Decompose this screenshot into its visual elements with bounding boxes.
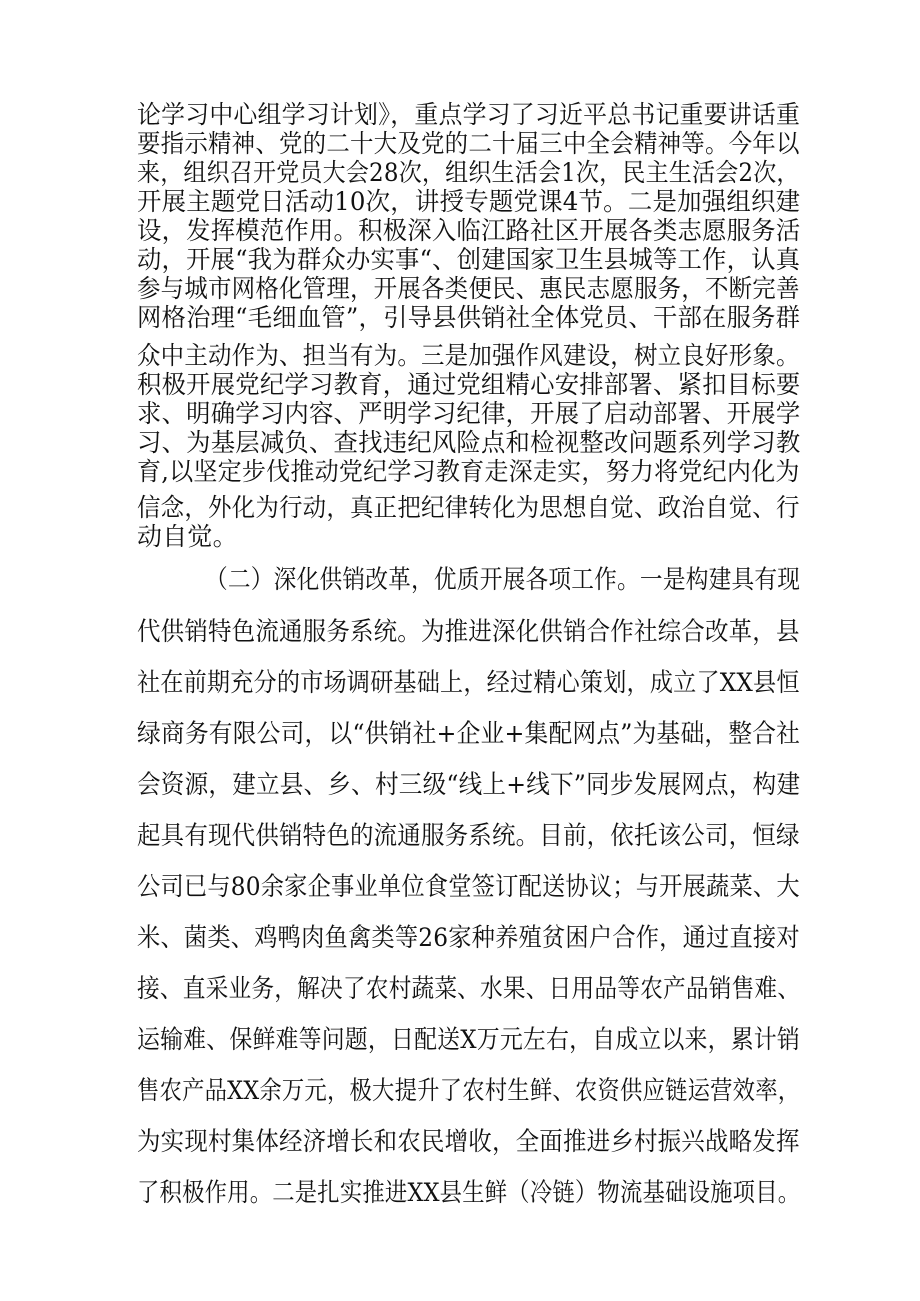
text-line: 接、直采业务，解决了农村蔬菜、水果、日用品等农产品销售难、 [137, 974, 801, 1004]
text-line: 网格治理“毛细血管”，引导县供销社全体党员、干部在服务群 [137, 303, 801, 332]
text-line: 起具有现代供销特色的流通服务系统。目前，依托该公司，恒绿 [137, 821, 800, 851]
text-line: 公司已与80余家企事业单位食堂签订配送协议；与开展蔬菜、大 [137, 872, 800, 902]
text-line: 习、为基层减负、查找违纪风险点和检视整改问题系列学习教 [137, 428, 801, 457]
text-line: 要指示精神、党的二十大及党的二十届三中全会精神等。今年以 [137, 129, 800, 158]
text-line: （二）深化供销改革，优质开展各项工作。一是构建具有现 [205, 565, 801, 595]
text-line: 为实现村集体经济增长和农民增收，全面推进乡村振兴战略发挥 [137, 1127, 800, 1157]
text-line: 积极开展党纪学习教育，通过党组精心安排部署、紧扣目标要 [137, 370, 801, 399]
text-line: 代供销特色流通服务系统。为推进深化供销合作社综合改革，县 [137, 617, 800, 647]
text-line: 米、菌类、鸡鸭肉鱼禽类等26家种养殖贫困户合作，通过直接对 [137, 923, 800, 953]
text-line: 会资源，建立县、乡、村三级“线上+线下”同步发展网点，构建 [137, 770, 801, 800]
text-line: 运输难、保鲜难等问题，日配送X万元左右，自成立以来，累计销 [137, 1025, 800, 1055]
text-line: 求、明确学习内容、严明学习纪律，开展了启动部署、开展学 [137, 399, 801, 428]
text-line: 众中主动作为、担当有为。三是加强作风建设，树立良好形象。 [137, 341, 800, 370]
text-line: 社在前期充分的市场调研基础上，经过精心策划，成立了XX县恒 [137, 668, 800, 698]
text-line: 设，发挥模范作用。积极深入临江路社区开展各类志愿服务活 [137, 216, 801, 245]
text-line: 育,以坚定步伐推动党纪学习教育走深走实，努力将党纪内化为 [137, 457, 800, 486]
text-line: 绿商务有限公司，以“供销社+企业+集配网点”为基础，整合社 [137, 719, 801, 749]
text-line: 来，组织召开党员大会28次，组织生活会1次，民主生活会2次， [137, 158, 800, 187]
text-line: 论学习中心组学习计划》，重点学习了习近平总书记重要讲话重 [137, 100, 801, 129]
text-line: 开展主题党日活动10次，讲授专题党课4节。二是加强组织建 [137, 187, 801, 216]
text-line: 动，开展“我为群众办实事“、创建国家卫生县城等工作，认真 [137, 245, 801, 274]
text-line: 动自觉。 [137, 522, 238, 551]
text-line: 了积极作用。二是扎实推进XX县生鲜（冷链）物流基础设施项目。 [137, 1178, 801, 1208]
text-line: 信念，外化为行动，真正把纪律转化为思想自觉、政治自觉、行 [137, 493, 800, 522]
text-line: 参与城市网格化管理，开展各类便民、惠民志愿服务，不断完善 [137, 274, 800, 303]
text-line: 售农产品XX余万元，极大提升了农村生鲜、农资供应链运营效率， [137, 1076, 801, 1106]
